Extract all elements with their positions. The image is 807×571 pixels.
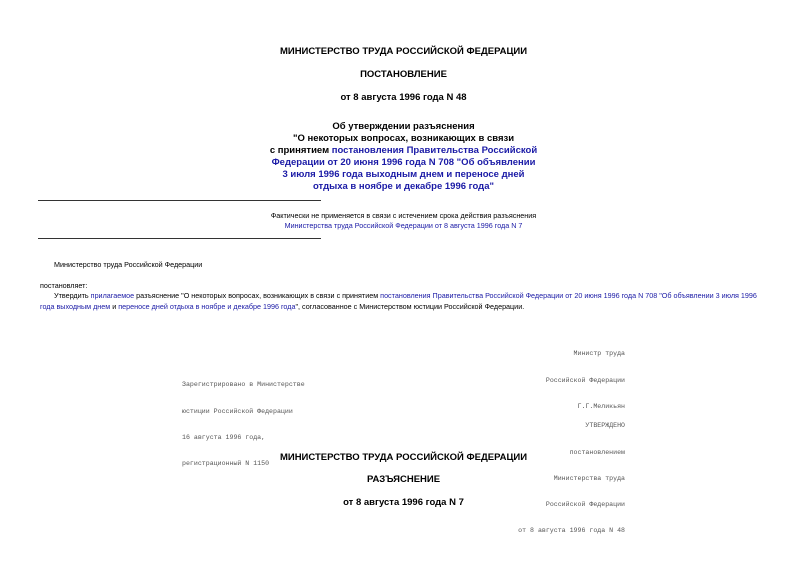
document-title: [200, 121, 607, 193]
registration-line-3: 16 августа 1996 года,: [182, 433, 266, 441]
resolution-paragraph-line-1: [40, 291, 775, 302]
resolution-transfer-link[interactable]: переносе дней отдыха в ноябре и декабре 1996 года: [118, 301, 296, 311]
status-note-link[interactable]: Министерства труда Российской Федерации от 8 августа 1996 года N 7: [284, 221, 523, 230]
registration-line-4: регистрационный N 1150: [182, 459, 270, 467]
issuer-text: Министерство труда Российской Федерации: [54, 260, 203, 269]
status-note-text: Фактически не применяется в связи с истечением срока действия разъяснения: [270, 211, 537, 220]
resolution-paragraph-line-2: [40, 302, 775, 313]
document-date-heading: от 8 августа 1996 года N 48: [340, 92, 467, 103]
resolution-paragraph: [40, 291, 775, 312]
approval-line-3: Министерства труда: [553, 474, 625, 482]
resolution-day-off-link[interactable]: года выходным днем: [40, 301, 111, 311]
resolution-prefix: Утвердить: [54, 291, 91, 300]
resolution-conjunction: и: [110, 301, 119, 311]
resolution-decree-link[interactable]: постановления Правительства Российской Федерации от 20 июня 1996 года N 708 "Об объявлении 3 июля 1996: [380, 291, 757, 300]
approval-line-4: Российской Федерации: [545, 500, 625, 508]
status-note-bottom-rule: [38, 238, 321, 239]
government-decree-link-line-2[interactable]: Федерации от 20 июня 1996 года N 708 "Об объявлении: [271, 157, 536, 168]
attached-explanation-link[interactable]: прилагаемое: [90, 291, 135, 300]
government-decree-link-line-3[interactable]: 3 июля 1996 года выходным днем и переносе дней: [282, 169, 525, 180]
status-note-top-rule: [38, 200, 321, 201]
resolution-mid-text: разъяснение "О некоторых вопросах, возникающих в связи с принятием: [134, 291, 381, 300]
title-line-3-prefix: с принятием: [269, 145, 332, 156]
registration-line-1: Зарегистрировано в Министерстве: [182, 381, 305, 389]
signature-line-3: Г.Г.Меликьян: [577, 402, 625, 410]
appendix-ministry-heading: МИНИСТЕРСТВО ТРУДА РОССИЙСКОЙ ФЕДЕРАЦИИ: [279, 452, 528, 463]
resolution-suffix: ", согласованное с Министерством юстиции Российской Федерации.: [295, 301, 525, 311]
approval-line-5: от 8 августа 1996 года N 48: [518, 526, 625, 534]
registration-line-2: юстиции Российской Федерации: [182, 407, 293, 415]
title-line-1: Об утверждении разъяснения: [332, 121, 475, 132]
appendix-date-heading: от 8 августа 1996 года N 7: [343, 497, 464, 508]
approval-line-2: постановлением: [569, 448, 625, 456]
title-line-2: "О некоторых вопросах, возникающих в связи: [292, 133, 515, 144]
signature-line-2: Российской Федерации: [545, 376, 625, 384]
status-note: [0, 211, 807, 231]
ministry-heading: МИНИСТЕРСТВО ТРУДА РОССИЙСКОЙ ФЕДЕРАЦИИ: [279, 46, 528, 57]
decides-text: постановляет:: [40, 281, 88, 290]
signature-line-1: Министр труда: [573, 350, 625, 358]
government-decree-link[interactable]: постановления Правительства Российской: [331, 145, 538, 156]
document-type-heading: ПОСТАНОВЛЕНИЕ: [360, 69, 447, 80]
title-line-3: [200, 145, 607, 157]
approval-line-1: УТВЕРЖДЕНО: [585, 422, 625, 430]
government-decree-link-line-4[interactable]: отдыха в ноябре и декабре 1996 года": [312, 181, 494, 192]
appendix-type-heading: РАЗЪЯСНЕНИЕ: [366, 474, 441, 485]
